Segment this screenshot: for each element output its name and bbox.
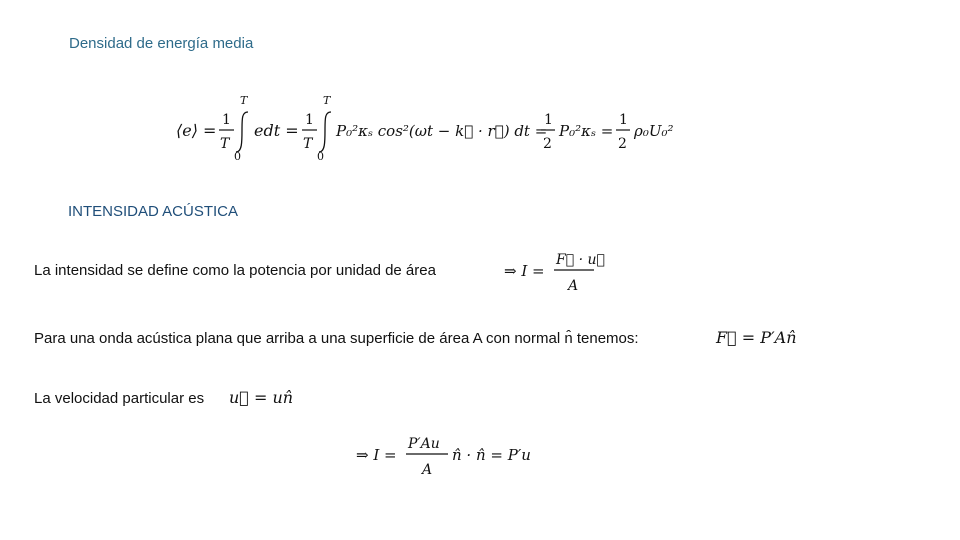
eq-frac1-den: T [220, 136, 230, 152]
velocity-equation: u⃗ = un̂ [229, 388, 294, 407]
eq-int1-upper: T [240, 94, 248, 107]
eq-int1-lower: 0 [234, 150, 241, 163]
eq-res-den: A [422, 462, 433, 478]
eq-frac4-den: 2 [618, 136, 627, 152]
eq-res-num: P′Au [408, 436, 440, 452]
eq-int2-lower: 0 [317, 150, 324, 163]
intensity-result-equation [352, 428, 552, 480]
particle-velocity-text: La velocidad particular es [34, 390, 205, 407]
eq-frac3-den: 2 [543, 136, 552, 152]
eq-frac4-num: 1 [619, 112, 628, 128]
eq-frac2-den: T [303, 136, 313, 152]
eq-int2-upper: T [323, 94, 331, 107]
eq-frac3-num: 1 [544, 112, 553, 128]
plane-wave-text: Para una onda acústica plana que arriba a una superficie de área A con normal n̂ tenemos: [34, 330, 639, 347]
eq-integrand1: edt = [254, 121, 299, 140]
eq-frac1-num: 1 [222, 112, 231, 128]
eq-def-num: F⃗ · u⃗ [556, 252, 605, 268]
eq-def-implies: ⇒ I = [504, 262, 545, 280]
eq-integrand2: P₀²κₛ cos²(ωt − k⃗ · r⃗) dt = [336, 122, 548, 140]
intensity-definition-text: La intensidad se define como la potencia por unidad de área [34, 262, 436, 279]
eq-frac2-num: 1 [305, 112, 314, 128]
eq-def-den: A [568, 278, 579, 294]
eq-rhs2: ρ₀U₀² [634, 122, 674, 140]
force-equation: F⃗ = P′An̂ [716, 328, 797, 347]
eq-rhs1: P₀²κₛ = [559, 122, 614, 140]
eq-lhs: ⟨e⟩ = [176, 121, 217, 140]
heading-energy-density: Densidad de energía media [69, 35, 254, 52]
heading-acoustic-intensity: INTENSIDAD ACÚSTICA [68, 203, 239, 220]
energy-density-equation [170, 90, 690, 170]
eq-res-rest: n̂ · n̂ = P′u [452, 446, 531, 464]
eq-res-implies: ⇒ I = [356, 446, 397, 464]
intensity-definition-equation [500, 244, 610, 296]
